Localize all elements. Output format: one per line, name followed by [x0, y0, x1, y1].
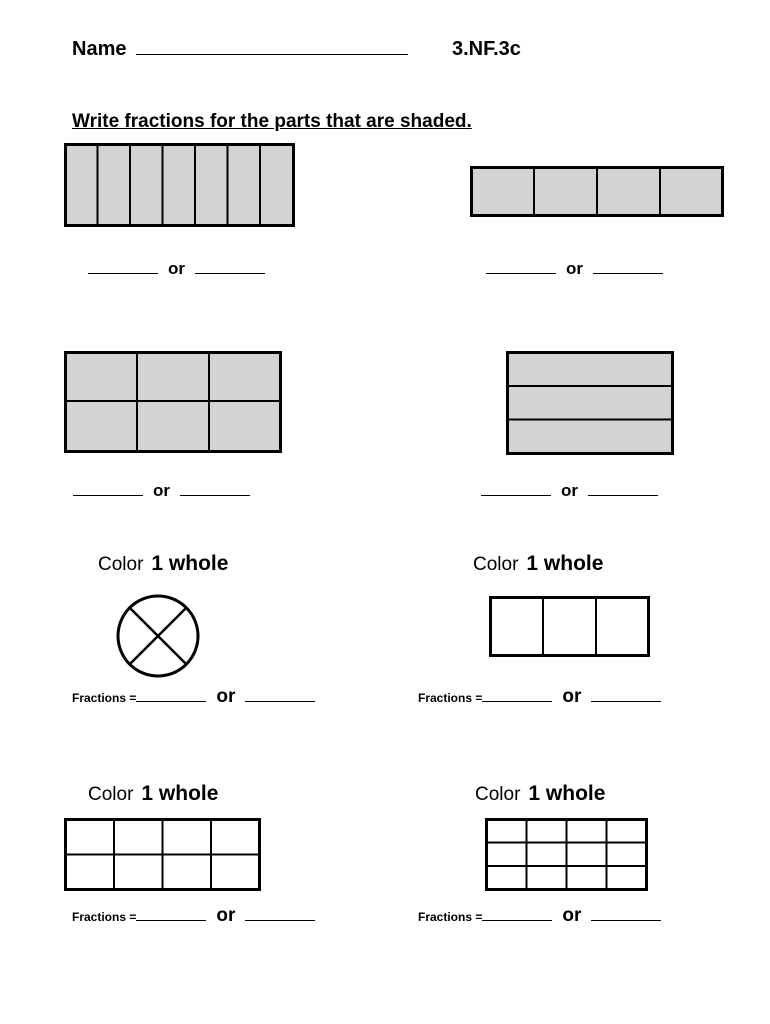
color-word: Color — [88, 784, 134, 805]
color-instruction-3 — [88, 782, 218, 806]
color-instruction-4 — [475, 782, 605, 806]
shaded-shape-3 — [64, 351, 282, 453]
whole-label: 1 whole — [528, 782, 606, 805]
or-label: or — [562, 686, 582, 707]
shaded-shape-2 — [470, 166, 724, 217]
fractions-label: Fractions = — [72, 691, 137, 705]
answer-blank[interactable] — [195, 272, 265, 274]
fractions-line-2 — [418, 686, 661, 708]
answer-blank[interactable] — [591, 700, 661, 702]
answer-line-3 — [73, 481, 250, 501]
or-label: or — [216, 686, 236, 707]
answer-blank[interactable] — [486, 272, 556, 274]
fractions-label: Fractions = — [418, 691, 483, 705]
instructions: Write fractions for the parts that are shaded. — [72, 111, 472, 132]
answer-line-4 — [481, 481, 658, 501]
fractions-label: Fractions = — [418, 910, 483, 924]
fractions-line-4 — [418, 905, 661, 927]
answer-line-1 — [88, 259, 265, 279]
color-shape-circle[interactable] — [116, 594, 200, 678]
answer-blank[interactable] — [88, 272, 158, 274]
fractions-line-3 — [72, 905, 315, 927]
or-label: or — [153, 481, 170, 500]
color-shape-rect-12[interactable] — [485, 818, 648, 891]
name-label: Name — [72, 38, 127, 60]
answer-blank[interactable] — [180, 494, 250, 496]
answer-blank[interactable] — [593, 272, 663, 274]
color-shape-rect-8[interactable] — [64, 818, 261, 891]
or-label: or — [566, 259, 583, 278]
answer-blank[interactable] — [591, 919, 661, 921]
shaded-shape-4 — [506, 351, 674, 455]
fractions-label: Fractions = — [72, 910, 137, 924]
color-instruction-2 — [473, 552, 603, 576]
color-instruction-1 — [98, 552, 228, 576]
answer-line-2 — [486, 259, 663, 279]
fractions-line-1 — [72, 686, 315, 708]
name-blank[interactable] — [136, 53, 408, 55]
whole-label: 1 whole — [141, 782, 219, 805]
answer-blank[interactable] — [482, 919, 552, 921]
standard-code: 3.NF.3c — [452, 38, 521, 60]
or-label: or — [562, 905, 582, 926]
answer-blank[interactable] — [245, 919, 315, 921]
or-label: or — [216, 905, 236, 926]
color-word: Color — [473, 554, 519, 575]
or-label: or — [168, 259, 185, 278]
name-line — [72, 38, 408, 61]
color-word: Color — [475, 784, 521, 805]
or-label: or — [561, 481, 578, 500]
answer-blank[interactable] — [136, 700, 206, 702]
color-shape-rect-3[interactable] — [489, 596, 650, 657]
answer-blank[interactable] — [588, 494, 658, 496]
answer-blank[interactable] — [136, 919, 206, 921]
whole-label: 1 whole — [526, 552, 604, 575]
answer-blank[interactable] — [245, 700, 315, 702]
color-word: Color — [98, 554, 144, 575]
answer-blank[interactable] — [73, 494, 143, 496]
whole-label: 1 whole — [151, 552, 229, 575]
answer-blank[interactable] — [482, 700, 552, 702]
answer-blank[interactable] — [481, 494, 551, 496]
shaded-shape-1 — [64, 143, 295, 227]
